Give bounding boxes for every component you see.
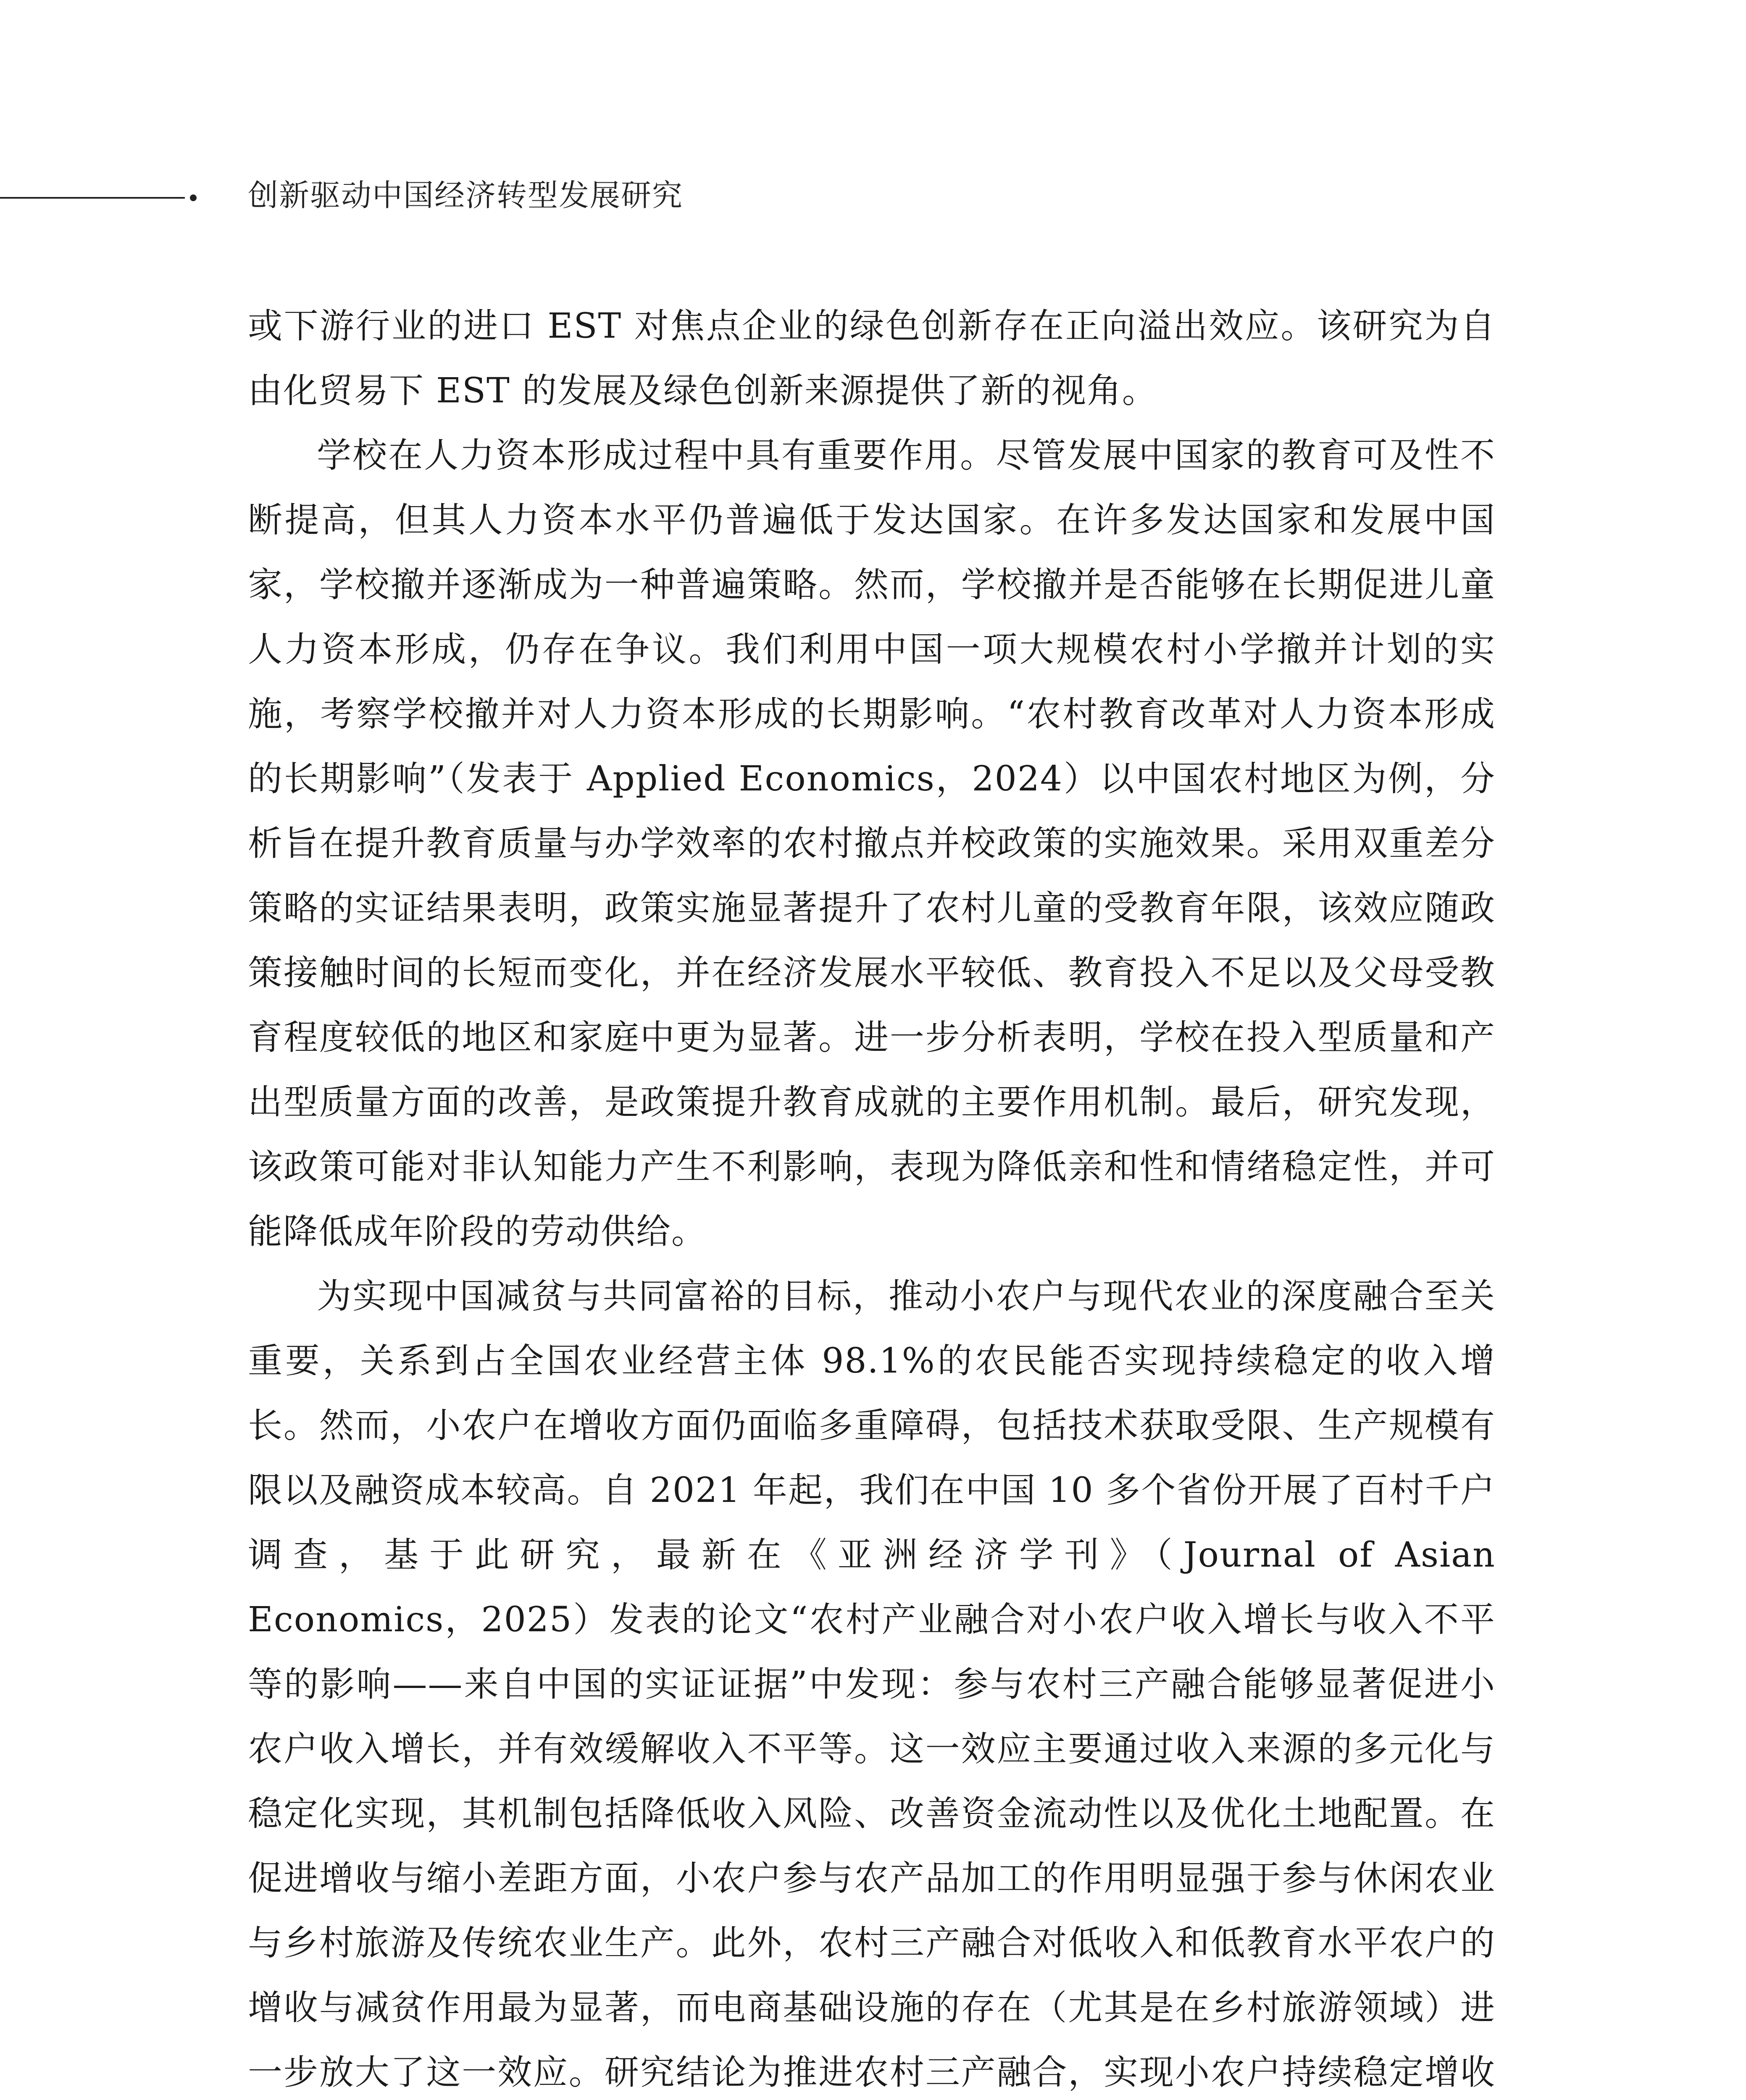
running-header xyxy=(0,170,1746,229)
paragraph-school-consolidation: 学校在人力资本形成过程中具有重要作用。尽管发展中国家的教育可及性不断提高，但其人力资本水平仍普遍低于发达国家。在许多发达国家和发展中国家，学校撤并逐渐成为一种普遍策略。然而，学校撤并是否能够在长期促进儿童人力资本形成，仍存在争议。我们利用中国一项大规模农村小学撤并计划的实施，考察学校撤并对人力资本形成的长期影响。“农村教育改革对人力资本形成的长期影响”（发表于 Applied Economics，2024）以中国农村地区为例，分析旨在提升教育质量与办学效率的农村撤点并校政策的实施效果。采用双重差分策略的实证结果表明，政策实施显著提升了农村儿童的受教育年限，该效应随政策接触时间的长短而变化，并在经济发展水平较低、教育投入不足以及父母受教育程度较低的地区和家庭中更为显著。进一步分析表明，学校在投入型质量和产出型质量方面的改善，是政策提升教育成就的主要作用机制。最后，研究发现，该政策可能对非认知能力产生不利影响，表现为降低亲和性和情绪稳定性，并可能降低成年阶段的劳动供给。 xyxy=(248,436,1496,1252)
body-text xyxy=(248,294,1496,2100)
header-rule xyxy=(0,197,185,199)
header-bullet xyxy=(190,194,197,201)
paragraph-continued: 或下游行业的进口 EST 对焦点企业的绿色创新存在正向溢出效应。该研究为自由化贸易下 EST 的发展及绿色创新来源提供了新的视角。 xyxy=(248,306,1496,411)
running-title: 创新驱动中国经济转型发展研究 xyxy=(248,178,684,213)
paragraph-rural-industry-integration: 为实现中国减贫与共同富裕的目标，推动小农户与现代农业的深度融合至关重要，关系到占全国农业经营主体 98.1%的农民能否实现持续稳定的收入增长。然而，小农户在增收方面仍面临多重障碍，包括技术获取受限、生产规模有限以及融资成本较高。自 2021 年起，我们在中国 10 多个省份开展了百村千户调查，基于此研究，最新在《亚洲经济学刊》（Journal of Asian Economics，2025）发表的论文“农村产业融合对小农户收入增长与收入不平等的影响——来自中国的实证证据”中发现：参与农村三产融合能够显著促进小农户收入增长，并有效缓解收入不平等。这一效应主要通过收入来源的多元化与稳定化实现，其机制包括降低收入风险、改善资金流动性以及优化土地配置。在促进增收与缩小差距方面，小农户参与农产品加工的作用明显强于参与休闲农业与乡村旅游及传统农业生产。此外，农村三产融合对低收入和低教育水平农户的增收与减贫作用最为显著，而电商基础设施的存在（尤其是在乡村旅游领域）进一步放大了这一效应。研究结论为推进农村三产融合，实现小农户持续稳定增收 xyxy=(248,1276,1496,2092)
